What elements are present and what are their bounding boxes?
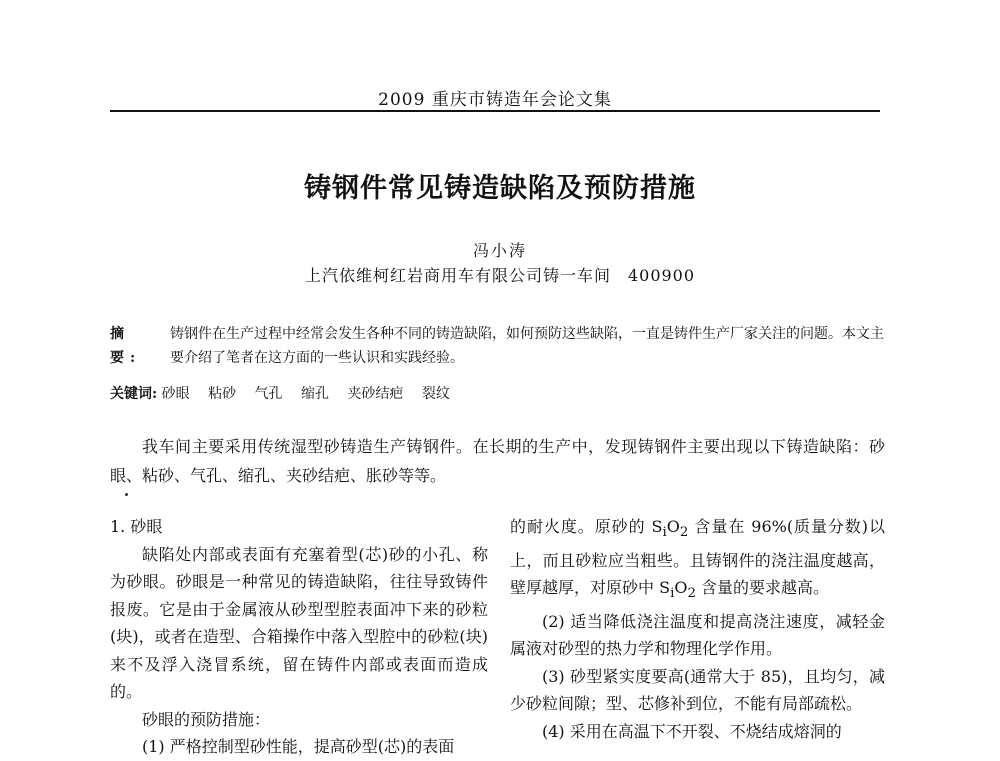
text-run: 含量的要求越高。 [695,578,830,598]
paper-title: 铸钢件常见铸造缺陷及预防措施 [304,173,696,204]
keyword-item: 砂眼 [161,386,190,402]
keyword-item: 裂纹 [421,386,450,402]
body-paragraph [510,513,885,608]
author-name: 冯小涛 [472,241,527,260]
keywords-label: 关键词: [110,386,158,402]
text-run: O [674,578,688,598]
text-run: 的耐火度。原砂的 S [510,517,663,536]
intro-paragraph: 我车间主要采用传统湿型砂铸造生产铸钢件。在长期的生产中，发现铸钢件主要出现以下铸造缺陷：砂眼、粘砂、气孔、缩孔、夹砂结疤、胀砂等等。 [110,437,885,485]
text-subscript: 2 [679,525,689,541]
body-paragraph: 砂眼的预防措施： [142,709,271,729]
left-column [110,513,488,761]
text-subscript: i [662,525,667,541]
abstract-text: 铸钢件在生产过程中经常会发生各种不同的铸造缺陷，如何预防这些缺陷，一直是铸件生产厂家关注的问题。本文主要介绍了笔者在这方面的一些认识和实践经验。 [170,326,884,366]
body-paragraph: 缺陷处内部或表面有充塞着型(芯)砂的小孔、称为砂眼。砂眼是一种常见的铸造缺陷，往往导致铸件报废。它是由于金属液从砂型型腔表面冲下来的砂粒(块)，或者在造型、合箱操作中落入型腔中的砂粒(块)来不及浮入浇冒系统，留在铸件内部或表面而造成的。 [110,544,488,701]
body-paragraph: (2) 适当降低浇注温度和提高浇注速度，减轻金属液对砂型的热力学和物理化学作用。 [510,611,885,659]
text-subscript: i [670,586,675,602]
text-run: O [666,517,680,536]
text-run: 含量在 96%(质量分数)以上，而且砂粒应当粗些。且铸钢件的浇注温度越高，壁厚越厚，对原砂中 S [510,517,885,598]
keyword-item: 夹砂结疤 [347,386,404,402]
running-header: 2009 重庆市铸造年会论文集 [378,90,612,110]
abstract [110,322,890,370]
keywords [110,382,890,406]
body-paragraph: (3) 砂型紧实度要高(通常大于 85)，且均匀，减少砂粒间隙；型、芯修补到位，不能有局部疏松。 [510,666,885,714]
keyword-item: 粘砂 [208,386,237,402]
abstract-label: 摘 要: [110,326,150,366]
right-column [510,513,885,745]
text-subscript: 2 [687,586,696,602]
section-heading: 1. 砂眼 [110,517,163,536]
header-rule [110,110,880,112]
body-paragraph: (1) 严格控制型砂性能，提高砂型(芯)的表面 [142,737,455,756]
keyword-item: 气孔 [254,386,283,402]
body-paragraph: (4) 采用在高温下不开裂、不烧结成熔洞的 [542,721,842,741]
keyword-item: 缩孔 [300,386,329,402]
scan-speck [125,493,128,496]
author-affiliation: 上汽依维柯红岩商用车有限公司铸一车间 400900 [304,266,696,285]
